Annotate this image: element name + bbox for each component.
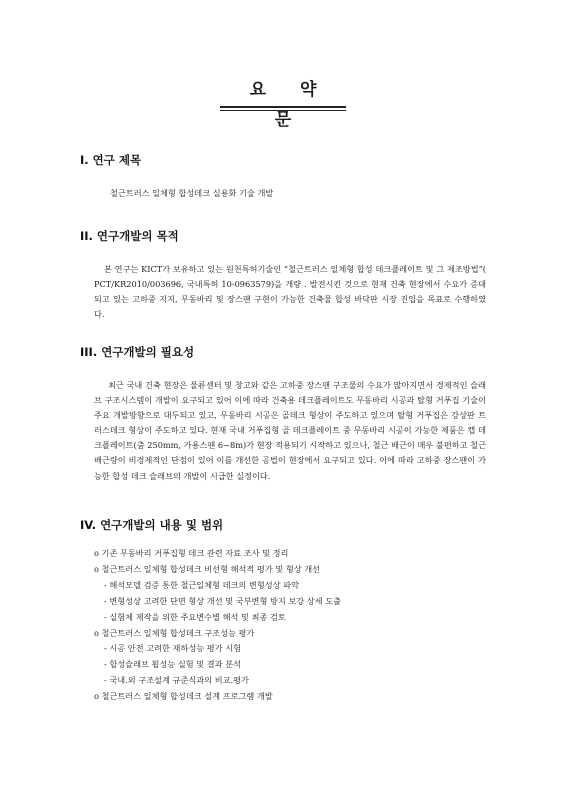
section-heading-2: II. 연구개발의 목적	[80, 229, 179, 243]
section-heading-3: III. 연구개발의 필요성	[80, 345, 195, 359]
list-item: o 철근트러스 일체형 합성데크 구조성능 평가	[94, 627, 255, 638]
section-heading-1: I. 연구 제목	[80, 153, 142, 167]
list-item: - 변형성상 고려한 단면 형상 개선 및 국부변형 방지 보강 상세 도출	[104, 595, 342, 606]
document-title: 요 약 문	[220, 74, 346, 108]
purpose-paragraph: 본 연구는 KICT가 보유하고 있는 원천특허기술인 “철근트러스 일체형 합성 데크플레이트 및 그 제조방법”( PCT/KR2010/003696, 국내특허 10-0963579)을 개량 . 발전시킨 것으로 현재 건축 현장에서 수요가 증대되고 있는 고하중 지지, 무동바리 및 장스팬 구현이 가능한 건축물 합성 바닥판 시장 진입을 목표로 수행하였다.	[94, 264, 486, 320]
list-item: - 국내.외 구조설계 규준식과의 비교.평가	[104, 675, 249, 686]
research-title-text: 철근트러스 일체형 합성데크 실용화 기술 개발	[110, 188, 274, 198]
scope-list	[94, 546, 494, 705]
list-item: o 철근트러스 일체형 합성데크 설계 프로그램 개발	[94, 691, 273, 702]
list-item: - 실험체 제작을 위한 주요변수별 해석 및 최종 검토	[104, 611, 286, 622]
list-item: - 합성슬래브 휨성능 실험 및 결과 분석	[104, 659, 242, 670]
section-heading-4: IV. 연구개발의 내용 및 범위	[80, 518, 224, 532]
list-item: o 철근트러스 일체형 합성데크 비선형 해석적 평가 및 형상 개선	[94, 563, 321, 574]
list-item: o 기존 무동바리 거푸집형 데크 관련 자료 조사 및 정리	[94, 548, 289, 558]
necessity-paragraph: 최근 국내 건축 현장은 물류센터 및 창고와 같은 고하중 장스팬 구조물의 수요가 많아지면서 경제적인 슬래브 구조시스템이 개발이 요구되고 있어 이에 따라 건축용 데크플레이트도 무동바리 시공과 탈형 거푸집 기술이 주요 개발방향으로 대두되고 있고, 무동바리 시공은 골데크 형상이 주도하고 있으며 탈형 거푸집은 강상판 트러스데크 형상이 주도하고 있다. 현재 국내 거푸집형 골 데크플레이트 중 무동바리 시공이 가능한 제품은 캡 데크플레이트(춤 250mm, 가용스팬 6~8m)가 현장 적용되기 시작하고 있으나, 철근 배근이 매우 불편하고 철근배근량이 비경제적인 단점이 있어 이를 개선한 공법이 현장에서 요구되고 있다. 이에 따라 고하중 장스팬이 가능한 합성 데크 슬래브의 개발이 시급한 실정이다.	[94, 380, 486, 481]
list-item: - 시공 안전 고려한 재하성능 평가 시험	[104, 643, 242, 654]
list-item: - 해석모델 검증 통한 철근일체형 데크의 변형성상 파악	[104, 579, 299, 590]
